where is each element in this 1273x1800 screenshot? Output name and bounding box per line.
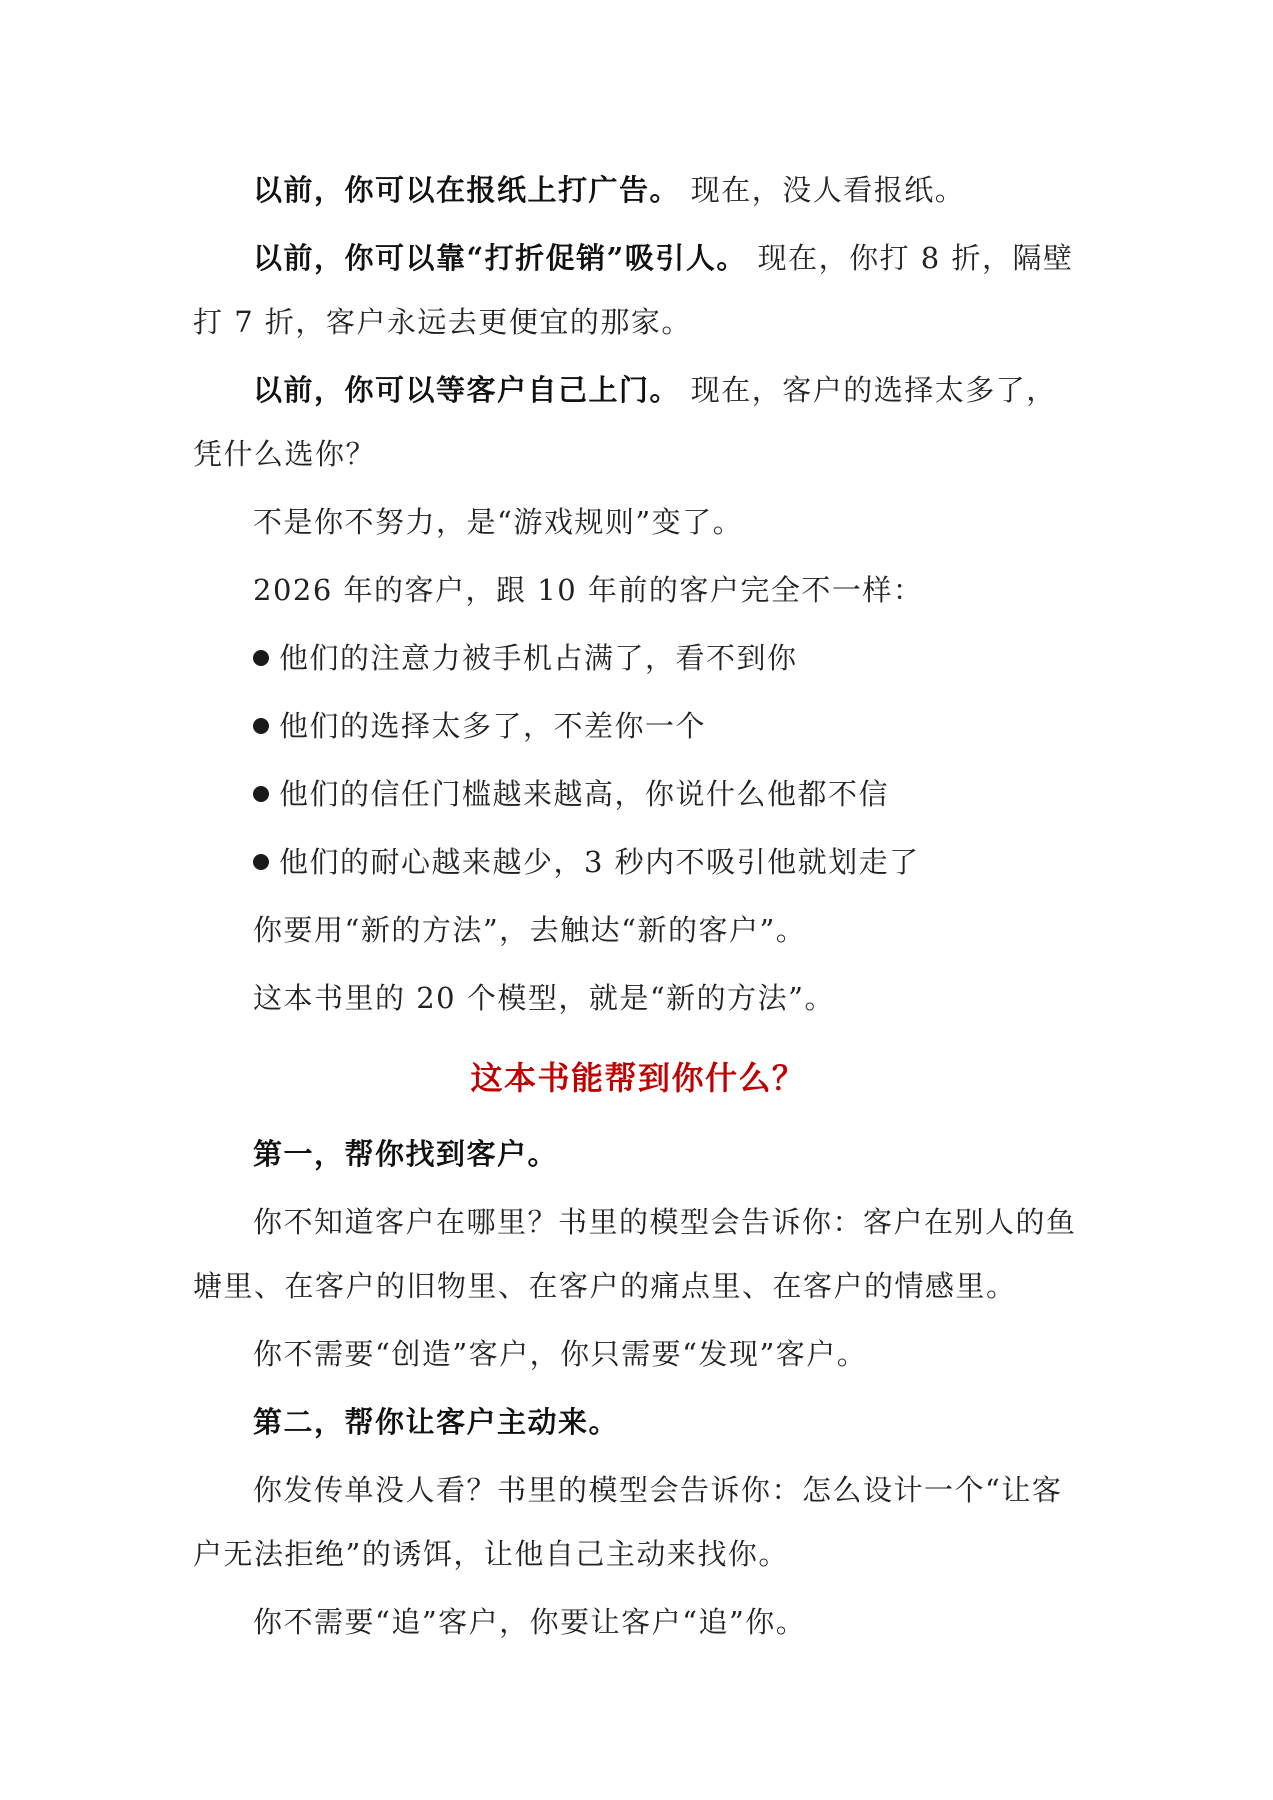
bullet-dot-icon [253, 786, 269, 802]
bullet-item [193, 694, 1083, 758]
paragraph-chase: 你不需要“追”客户，你要让客户“追”你。 [253, 1605, 807, 1639]
paragraph-where-customers: 你不知道客户在哪里？书里的模型会告诉你：客户在别人的鱼塘里、在客户的旧物里、在客户的痛点里、在客户的情感里。 [193, 1205, 1077, 1303]
bullet-text: 他们的选择太多了，不差你一个 [279, 709, 707, 743]
paragraph-text: 现在，没人看报纸。 [680, 173, 966, 207]
bullet-dot-icon [253, 650, 269, 666]
paragraph-discount [193, 226, 1083, 354]
paragraph-discover-customers: 你不需要“创造”客户，你只需要“发现”客户。 [253, 1337, 868, 1371]
section-title-customers-come: 第二，帮你让客户主动来。 [253, 1405, 620, 1439]
paragraph-flyers: 你发传单没人看？书里的模型会告诉你：怎么设计一个“让客户无法拒绝”的诱饵，让他自己主动来找你。 [193, 1473, 1063, 1571]
paragraph-text: 现在，客户的选择太多了，凭什么选你？ [193, 373, 1057, 471]
bullet-dot-icon [253, 718, 269, 734]
section-heading: 这本书能帮到你什么？ [470, 1059, 806, 1097]
paragraph-bold-lead: 以前，你可以靠“打折促销”吸引人。 [253, 241, 747, 275]
bullet-item [193, 830, 1083, 894]
paragraph-rules-changed: 不是你不努力，是“游戏规则”变了。 [253, 505, 744, 539]
bullet-text: 他们的注意力被手机占满了，看不到你 [279, 641, 798, 675]
bullet-text: 他们的信任门槛越来越高，你说什么他都不信 [279, 777, 890, 811]
document-body [193, 158, 1083, 1658]
paragraph-bold-lead: 以前，你可以在报纸上打广告。 [253, 173, 681, 207]
bullet-dot-icon [253, 854, 269, 870]
paragraph-new-method: 你要用“新的方法”，去触达“新的客户”。 [253, 913, 807, 947]
paragraph-bold-lead: 以前，你可以等客户自己上门。 [253, 373, 681, 407]
paragraph-newspaper [193, 158, 1083, 222]
bullet-text: 他们的耐心越来越少，3 秒内不吸引他就划走了 [279, 845, 920, 879]
paragraph-waiting [193, 358, 1083, 486]
bullet-item [193, 626, 1083, 690]
paragraph-20-models: 这本书里的 20 个模型，就是“新的方法”。 [253, 981, 835, 1015]
paragraph-customers-2026: 2026 年的客户，跟 10 年前的客户完全不一样： [253, 573, 924, 607]
section-title-find-customers: 第一，帮你找到客户。 [253, 1137, 559, 1171]
paragraph-text: 现在，你打 8 折，隔壁打 7 折，客户永远去更便宜的那家。 [193, 241, 1074, 339]
bullet-item [193, 762, 1083, 826]
